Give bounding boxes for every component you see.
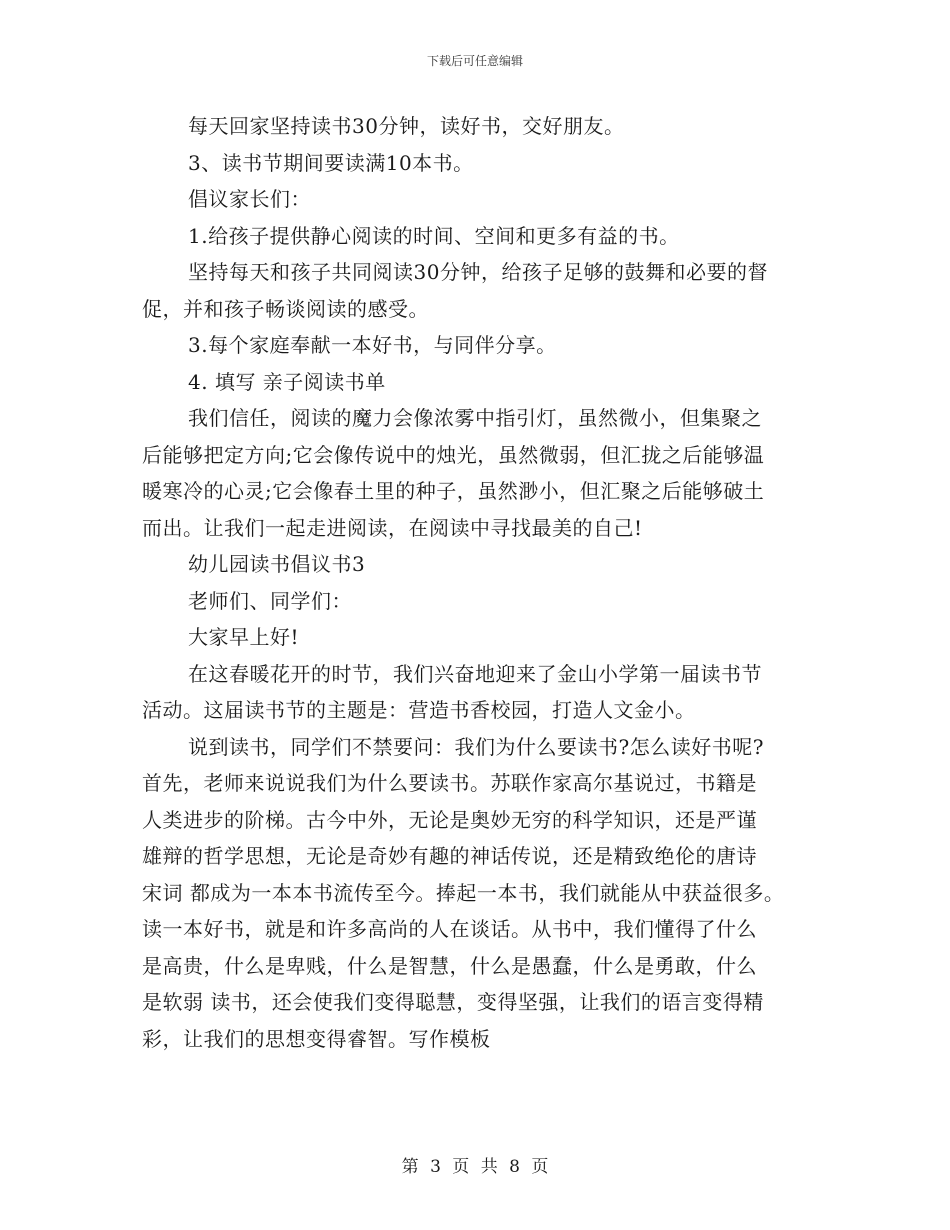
text-line: 每天回家坚持读书30分钟，读好书，交好朋友。: [188, 114, 625, 138]
text-line: 宋词 都成为一本本书流传至今。捧起一本书，我们就能从中获益很多。: [142, 880, 785, 905]
text-line: 彩，让我们的思想变得睿智。写作模板: [142, 1026, 491, 1051]
text-line: 在这春暖花开的时节，我们兴奋地迎来了金山小学第一届读书节: [188, 661, 762, 686]
text-line: 是软弱 读书，还会使我们变得聪慧，变得坚强，让我们的语言变得精: [142, 990, 764, 1014]
text-line: 促，并和孩子畅谈阅读的感受。: [142, 296, 429, 321]
text-line: 3、读书节期间要读满10本书。: [188, 150, 474, 175]
text-line: 读一本好书，就是和许多高尚的人在谈话。从书中，我们懂得了什么: [142, 917, 757, 941]
page-number-footer: 第 3 页 共 8 页: [401, 1157, 549, 1177]
text-line: 而出。让我们一起走进阅读，在阅读中寻找最美的自己!: [142, 515, 643, 540]
text-line: 是高贵，什么是卑贱，什么是智慧，什么是愚蠢，什么是勇敢，什么: [142, 953, 757, 978]
text-line: 老师们、同学们：: [188, 588, 352, 613]
text-line: 暖寒冷的心灵;它会像春土里的种子，虽然渺小，但汇聚之后能够破土: [142, 479, 765, 503]
text-line: 人类进步的阶梯。古今中外，无论是奥妙无穷的科学知识，还是严谨: [142, 807, 757, 832]
text-line: 我们信任，阅读的魔力会像浓雾中指引灯，虽然微小，但集聚之: [188, 406, 762, 430]
text-line: 大家早上好!: [188, 625, 300, 649]
text-line: 雄辩的哲学思想，无论是奇妙有趣的神话传说，还是精致绝伦的唐诗: [142, 844, 757, 868]
text-line: 1.给孩子提供静心阅读的时间、空间和更多有益的书。: [188, 223, 680, 248]
text-line: 说到读书，同学们不禁要问：我们为什么要读书?怎么读好书呢?: [188, 734, 764, 759]
text-line: 坚持每天和孩子共同阅读30分钟，给孩子足够的鼓舞和必要的督: [188, 260, 768, 284]
text-line: 4. 填写 亲子阅读书单: [188, 369, 386, 394]
text-line: 倡议家长们：: [188, 187, 311, 211]
document-body: [142, 108, 832, 1057]
text-line: 首先，老师来说说我们为什么要读书。苏联作家高尔基说过，书籍是: [142, 771, 757, 795]
page-header: 下载后可任意编辑: [426, 54, 523, 68]
text-line: 3.每个家庭奉献一本好书，与同伴分享。: [188, 333, 557, 357]
text-line: 活动。这届读书节的主题是：营造书香校园，打造人文金小。: [142, 698, 696, 722]
text-line: 幼儿园读书倡议书3: [188, 552, 366, 576]
text-line: 后能够把定方向;它会像传说中的烛光，虽然微弱，但汇拢之后能够温: [142, 442, 765, 467]
